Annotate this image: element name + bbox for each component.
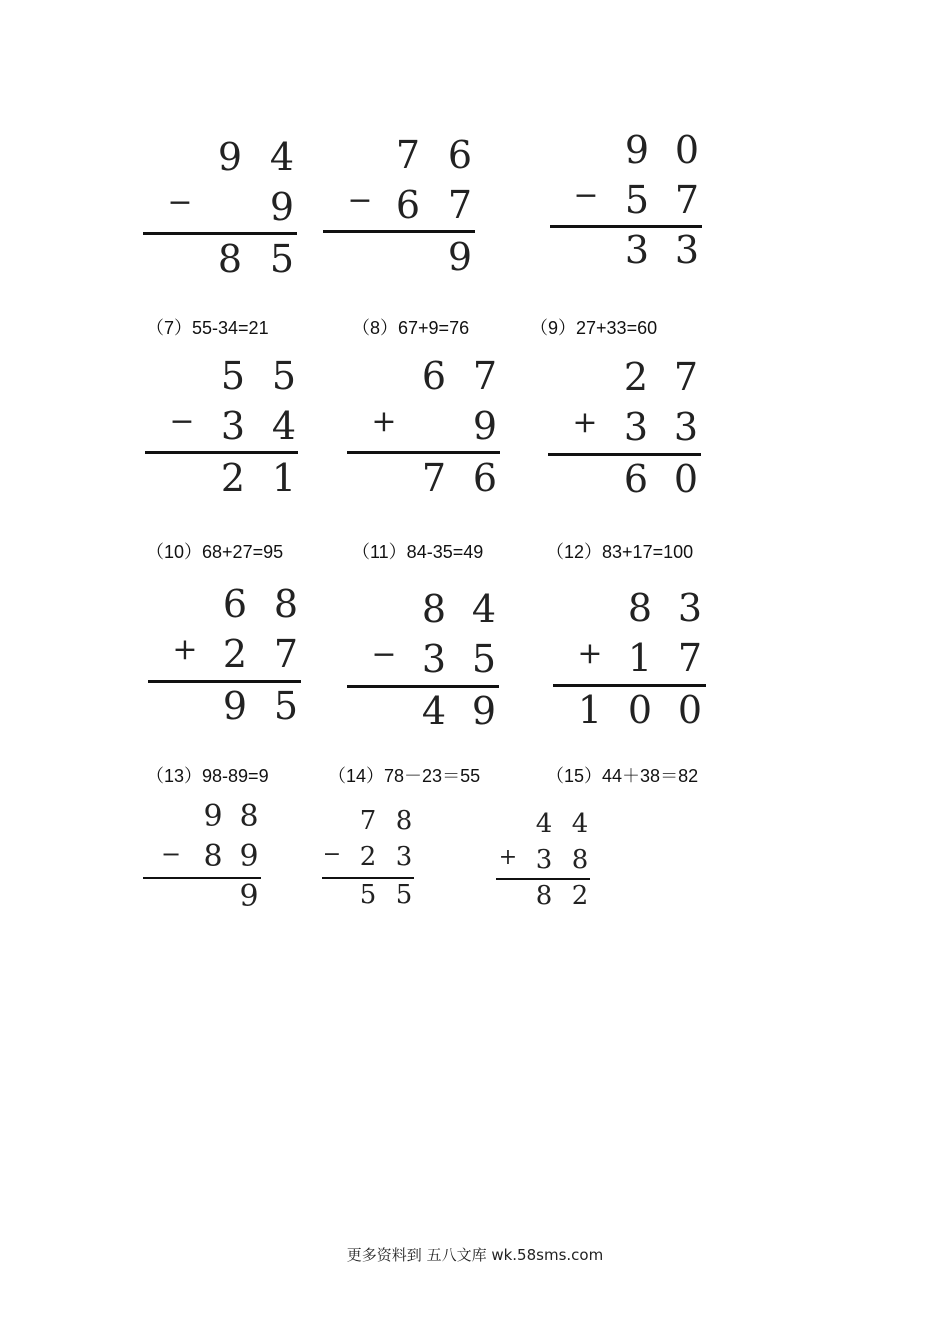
digit: 5: [471, 637, 497, 681]
digit: 5: [359, 880, 377, 910]
digit: 9: [624, 128, 650, 172]
digit: 6: [472, 456, 498, 500]
digit: 9: [203, 799, 223, 834]
caption-7: （7）55-34=21: [146, 318, 269, 338]
operator: +: [498, 845, 518, 870]
digit: 8: [217, 237, 243, 281]
digit: 8: [535, 881, 553, 911]
operator: −: [169, 404, 195, 439]
sum-line: [148, 680, 301, 683]
digit: 5: [624, 178, 650, 222]
digit: 2: [220, 456, 246, 500]
operator: +: [172, 632, 198, 667]
digit: 2: [222, 632, 248, 676]
digit: 9: [239, 839, 259, 874]
digit: 3: [395, 842, 413, 872]
digit: 6: [623, 457, 649, 501]
digit: 3: [624, 228, 650, 272]
operator: +: [572, 405, 598, 440]
digit: 5: [220, 354, 246, 398]
digit: 3: [535, 845, 553, 875]
sum-line: [145, 451, 298, 454]
digit: 9: [447, 235, 473, 279]
digit: 6: [421, 354, 447, 398]
sum-line: [347, 451, 500, 454]
digit: 0: [674, 128, 700, 172]
digit: 6: [395, 183, 421, 227]
digit: 7: [395, 133, 421, 177]
sum-line: [553, 684, 706, 687]
digit: 6: [447, 133, 473, 177]
digit: 2: [571, 881, 589, 911]
digit: 1: [271, 456, 297, 500]
digit: 0: [673, 457, 699, 501]
digit: 3: [677, 586, 703, 630]
operator: −: [347, 183, 373, 218]
digit: 7: [472, 354, 498, 398]
digit: 3: [623, 405, 649, 449]
operator: −: [371, 637, 397, 672]
digit: 8: [203, 839, 223, 874]
digit: 8: [395, 806, 413, 836]
sum-line: [347, 685, 499, 688]
digit: 3: [421, 637, 447, 681]
digit: 4: [471, 587, 497, 631]
digit: 4: [269, 135, 295, 179]
digit: 8: [627, 586, 653, 630]
operator: +: [577, 636, 603, 671]
digit: 1: [627, 636, 653, 680]
caption-10: （10）68+27=95: [146, 542, 284, 562]
digit: 8: [273, 582, 299, 626]
operator: −: [167, 185, 193, 220]
digit: 8: [571, 845, 589, 875]
operator: −: [160, 840, 182, 868]
digit: 5: [269, 237, 295, 281]
digit: 9: [217, 135, 243, 179]
caption-12: （12）83+17=100: [546, 542, 694, 562]
digit: 4: [271, 404, 297, 448]
digit: 7: [359, 806, 377, 836]
digit: 4: [421, 689, 447, 733]
operator: −: [573, 178, 599, 213]
caption-13: （13）98-89=9: [146, 766, 269, 786]
digit: 0: [677, 688, 703, 732]
digit: 3: [673, 405, 699, 449]
digit: 2: [623, 355, 649, 399]
digit: 7: [673, 355, 699, 399]
caption-15: （15）44＋38＝82: [546, 766, 699, 786]
digit: 6: [222, 582, 248, 626]
caption-14: （14）78－23＝55: [328, 766, 481, 786]
digit: 4: [535, 809, 553, 839]
digit: 5: [395, 880, 413, 910]
operator: −: [322, 842, 342, 867]
digit: 8: [239, 799, 259, 834]
caption-11: （11）84-35=49: [352, 542, 484, 562]
digit: 9: [222, 684, 248, 728]
digit: 9: [471, 689, 497, 733]
digit: 4: [571, 809, 589, 839]
digit: 7: [273, 632, 299, 676]
digit: 8: [421, 587, 447, 631]
sum-line: [143, 232, 297, 235]
sum-line: [322, 877, 414, 879]
digit: 7: [421, 456, 447, 500]
digit: 9: [472, 404, 498, 448]
digit: 1: [577, 688, 603, 732]
digit: 5: [273, 684, 299, 728]
digit: 3: [674, 228, 700, 272]
sum-line: [548, 453, 701, 456]
caption-9: （9）27+33=60: [530, 318, 658, 338]
digit: 5: [271, 354, 297, 398]
digit: 3: [220, 404, 246, 448]
digit: 9: [269, 185, 295, 229]
sum-line: [496, 878, 590, 880]
sum-line: [323, 230, 475, 233]
caption-8: （8）67+9=76: [352, 318, 470, 338]
digit: 9: [239, 879, 259, 914]
footer-note: 更多资料到 五八文库 wk.58sms.com: [346, 1246, 604, 1264]
operator: +: [371, 404, 397, 439]
digit: 7: [447, 183, 473, 227]
digit: 7: [677, 636, 703, 680]
digit: 0: [627, 688, 653, 732]
digit: 2: [359, 842, 377, 872]
digit: 7: [674, 178, 700, 222]
